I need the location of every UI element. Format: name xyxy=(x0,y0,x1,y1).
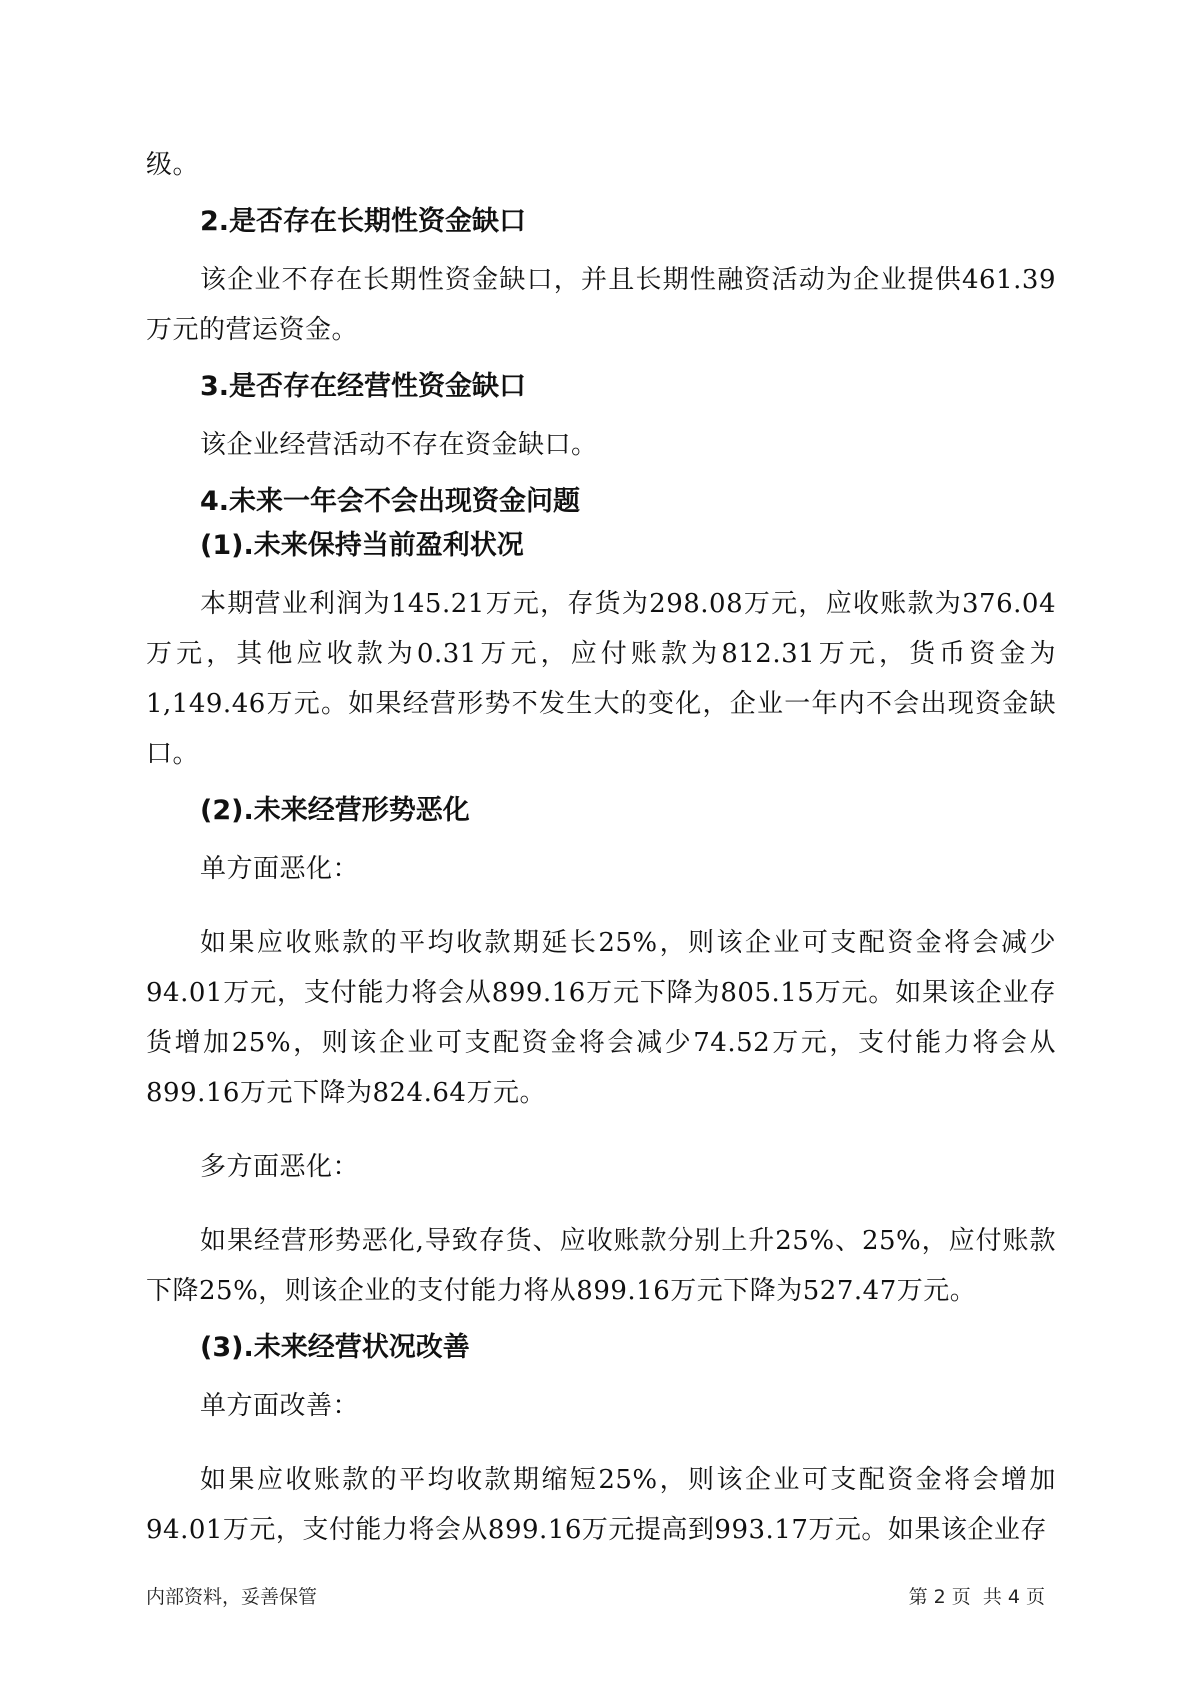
footer-page-number: 第 2 页 共 4 页 xyxy=(908,1586,1045,1608)
heading-improvement: (3).未来经营状况改善 xyxy=(200,1332,470,1363)
paragraph-long-term-gap: 该企业不存在长期性资金缺口，并且长期性融资活动为企业提供461.39万元的营运资金。 xyxy=(146,265,1056,345)
paragraph-current-profit: 本期营业利润为145.21万元，存货为298.08万元，应收账款为376.04万元，其他应收款为0.31万元，应付账款为812.31万元，货币资金为1,149.46万元。如果经营形势不发生大的变化，企业一年内不会出现资金缺口。 xyxy=(146,589,1056,769)
footer-confidential-note: 内部资料，妥善保管 xyxy=(146,1586,318,1608)
heading-long-term-gap: 2.是否存在长期性资金缺口 xyxy=(200,206,527,237)
paragraph-continued: 级。 xyxy=(146,150,200,180)
paragraph-multi-deterioration: 如果经营形势恶化,导致存货、应收账款分别上升25%、25%，应付账款下降25%，则该企业的支付能力将从899.16万元下降为527.47万元。 xyxy=(146,1226,1056,1306)
label-single-deterioration: 单方面恶化： xyxy=(200,854,360,884)
heading-deterioration: (2).未来经营形势恶化 xyxy=(200,795,470,826)
page-content xyxy=(146,140,1056,1555)
heading-next-year: 4.未来一年会不会出现资金问题 xyxy=(200,486,581,517)
label-multi-deterioration: 多方面恶化： xyxy=(200,1152,360,1182)
paragraph-operating-gap: 该企业经营活动不存在资金缺口。 xyxy=(200,430,598,460)
page-footer xyxy=(146,1582,1045,1609)
heading-current-profit: (1).未来保持当前盈利状况 xyxy=(200,530,524,561)
paragraph-single-improvement: 如果应收账款的平均收款期缩短25%，则该企业可支配资金将会增加94.01万元，支付能力将会从899.16万元提高到993.17万元。如果该企业存 xyxy=(146,1465,1056,1545)
label-single-improvement: 单方面改善： xyxy=(200,1391,360,1421)
heading-operating-gap: 3.是否存在经营性资金缺口 xyxy=(200,371,527,402)
paragraph-single-deterioration: 如果应收账款的平均收款期延长25%，则该企业可支配资金将会减少94.01万元，支付能力将会从899.16万元下降为805.15万元。如果该企业存货增加25%，则该企业可支配资金将会减少74.52万元，支付能力将会从899.16万元下降为824.64万元。 xyxy=(146,928,1056,1108)
